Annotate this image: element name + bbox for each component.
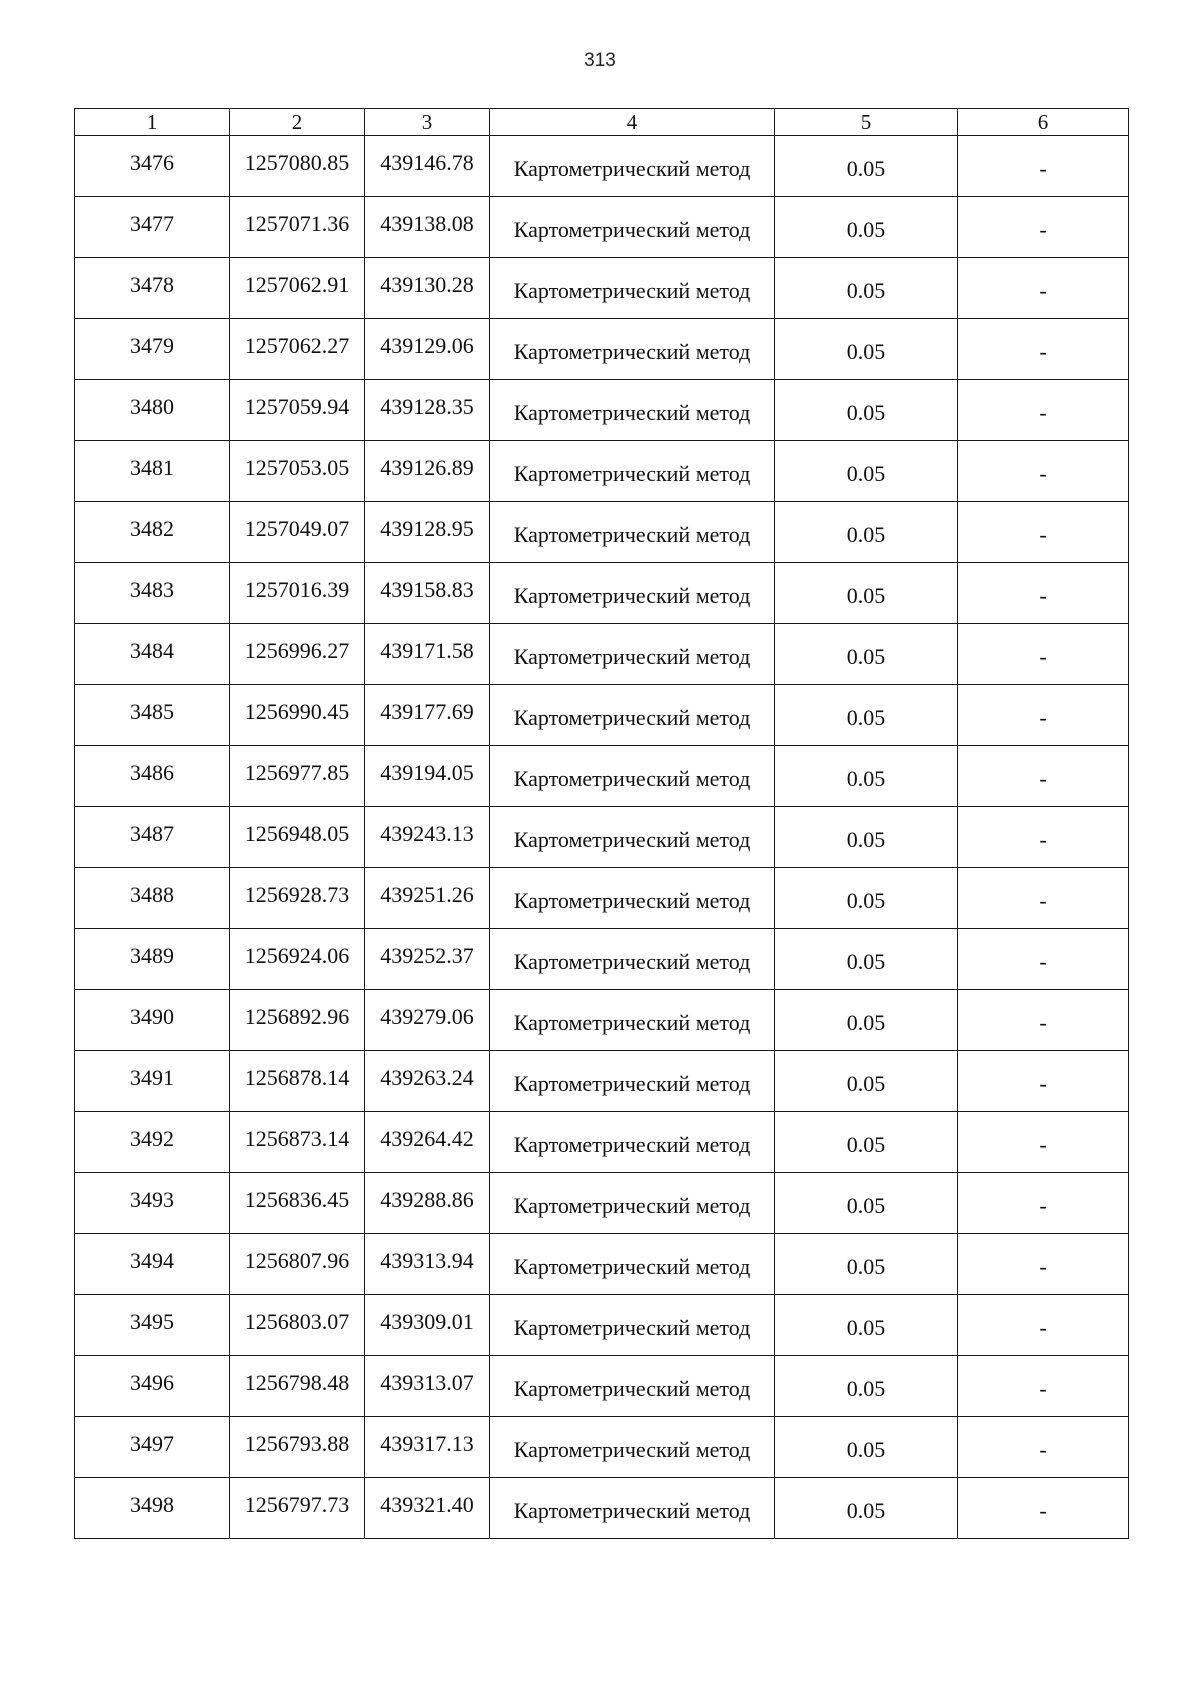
point-number-cell: 3485 [75,685,230,746]
x-coordinate-cell: 1256996.27 [230,624,365,685]
x-coordinate-cell: 1256836.45 [230,1173,365,1234]
table-row [75,441,1129,502]
accuracy-cell: 0.05 [775,1417,958,1478]
table-header [75,109,1129,136]
method-cell: Картометрический метод [490,1295,775,1356]
y-coordinate-cell: 439243.13 [365,807,490,868]
note-cell: - [958,441,1129,502]
accuracy-cell: 0.05 [775,929,958,990]
note-cell: - [958,624,1129,685]
y-coordinate-cell: 439313.94 [365,1234,490,1295]
x-coordinate-cell: 1257059.94 [230,380,365,441]
note-cell: - [958,1112,1129,1173]
point-number-cell: 3483 [75,563,230,624]
point-number-cell: 3493 [75,1173,230,1234]
x-coordinate-cell: 1256873.14 [230,1112,365,1173]
accuracy-cell: 0.05 [775,868,958,929]
note-cell: - [958,1234,1129,1295]
note-cell: - [958,990,1129,1051]
table-row [75,258,1129,319]
point-number-cell: 3490 [75,990,230,1051]
point-number-cell: 3496 [75,1356,230,1417]
point-number-cell: 3489 [75,929,230,990]
x-coordinate-cell: 1256803.07 [230,1295,365,1356]
method-cell: Картометрический метод [490,563,775,624]
x-coordinate-cell: 1256892.96 [230,990,365,1051]
table-row [75,1051,1129,1112]
accuracy-cell: 0.05 [775,1051,958,1112]
x-coordinate-cell: 1257049.07 [230,502,365,563]
x-coordinate-cell: 1257080.85 [230,136,365,197]
y-coordinate-cell: 439251.26 [365,868,490,929]
accuracy-cell: 0.05 [775,1478,958,1539]
column-header-5: 5 [775,109,958,136]
point-number-cell: 3482 [75,502,230,563]
x-coordinate-cell: 1256878.14 [230,1051,365,1112]
note-cell: - [958,319,1129,380]
accuracy-cell: 0.05 [775,197,958,258]
y-coordinate-cell: 439321.40 [365,1478,490,1539]
method-cell: Картометрический метод [490,502,775,563]
accuracy-cell: 0.05 [775,1234,958,1295]
table-row [75,380,1129,441]
accuracy-cell: 0.05 [775,258,958,319]
x-coordinate-cell: 1256990.45 [230,685,365,746]
table-row [75,197,1129,258]
accuracy-cell: 0.05 [775,990,958,1051]
column-header-4: 4 [490,109,775,136]
note-cell: - [958,502,1129,563]
y-coordinate-cell: 439309.01 [365,1295,490,1356]
point-number-cell: 3487 [75,807,230,868]
table-row [75,807,1129,868]
note-cell: - [958,807,1129,868]
accuracy-cell: 0.05 [775,746,958,807]
accuracy-cell: 0.05 [775,1173,958,1234]
point-number-cell: 3480 [75,380,230,441]
point-number-cell: 3481 [75,441,230,502]
y-coordinate-cell: 439171.58 [365,624,490,685]
accuracy-cell: 0.05 [775,1356,958,1417]
y-coordinate-cell: 439194.05 [365,746,490,807]
table-row [75,319,1129,380]
y-coordinate-cell: 439263.24 [365,1051,490,1112]
method-cell: Картометрический метод [490,929,775,990]
point-number-cell: 3486 [75,746,230,807]
table-row [75,1478,1129,1539]
accuracy-cell: 0.05 [775,563,958,624]
method-cell: Картометрический метод [490,258,775,319]
method-cell: Картометрический метод [490,746,775,807]
table-row [75,990,1129,1051]
note-cell: - [958,380,1129,441]
note-cell: - [958,868,1129,929]
y-coordinate-cell: 439146.78 [365,136,490,197]
point-number-cell: 3478 [75,258,230,319]
table-row [75,1112,1129,1173]
point-number-cell: 3494 [75,1234,230,1295]
column-header-6: 6 [958,109,1129,136]
method-cell: Картометрический метод [490,990,775,1051]
note-cell: - [958,197,1129,258]
accuracy-cell: 0.05 [775,380,958,441]
y-coordinate-cell: 439317.13 [365,1417,490,1478]
accuracy-cell: 0.05 [775,441,958,502]
table-body [75,136,1129,1539]
table-row [75,136,1129,197]
table-row [75,1173,1129,1234]
y-coordinate-cell: 439128.35 [365,380,490,441]
table-row [75,563,1129,624]
x-coordinate-cell: 1256793.88 [230,1417,365,1478]
note-cell: - [958,746,1129,807]
page-number: 313 [584,50,616,71]
point-number-cell: 3491 [75,1051,230,1112]
y-coordinate-cell: 439158.83 [365,563,490,624]
table-row [75,1356,1129,1417]
method-cell: Картометрический метод [490,807,775,868]
method-cell: Картометрический метод [490,685,775,746]
point-number-cell: 3498 [75,1478,230,1539]
note-cell: - [958,929,1129,990]
y-coordinate-cell: 439129.06 [365,319,490,380]
y-coordinate-cell: 439126.89 [365,441,490,502]
table-row [75,685,1129,746]
method-cell: Картометрический метод [490,1051,775,1112]
table-row [75,1417,1129,1478]
accuracy-cell: 0.05 [775,1112,958,1173]
column-header-3: 3 [365,109,490,136]
method-cell: Картометрический метод [490,1478,775,1539]
method-cell: Картометрический метод [490,197,775,258]
accuracy-cell: 0.05 [775,685,958,746]
point-number-cell: 3492 [75,1112,230,1173]
note-cell: - [958,563,1129,624]
x-coordinate-cell: 1256798.48 [230,1356,365,1417]
accuracy-cell: 0.05 [775,136,958,197]
x-coordinate-cell: 1256948.05 [230,807,365,868]
accuracy-cell: 0.05 [775,319,958,380]
table-row [75,502,1129,563]
method-cell: Картометрический метод [490,136,775,197]
column-header-2: 2 [230,109,365,136]
x-coordinate-cell: 1256928.73 [230,868,365,929]
x-coordinate-cell: 1257062.27 [230,319,365,380]
note-cell: - [958,1173,1129,1234]
note-cell: - [958,685,1129,746]
method-cell: Картометрический метод [490,868,775,929]
method-cell: Картометрический метод [490,380,775,441]
x-coordinate-cell: 1256807.96 [230,1234,365,1295]
y-coordinate-cell: 439313.07 [365,1356,490,1417]
method-cell: Картометрический метод [490,1417,775,1478]
note-cell: - [958,1356,1129,1417]
note-cell: - [958,1295,1129,1356]
table-row [75,929,1129,990]
note-cell: - [958,1051,1129,1112]
method-cell: Картометрический метод [490,1173,775,1234]
table-row [75,868,1129,929]
point-number-cell: 3479 [75,319,230,380]
x-coordinate-cell: 1256797.73 [230,1478,365,1539]
y-coordinate-cell: 439128.95 [365,502,490,563]
x-coordinate-cell: 1256924.06 [230,929,365,990]
note-cell: - [958,1417,1129,1478]
method-cell: Картометрический метод [490,624,775,685]
x-coordinate-cell: 1256977.85 [230,746,365,807]
point-number-cell: 3495 [75,1295,230,1356]
y-coordinate-cell: 439130.28 [365,258,490,319]
point-number-cell: 3476 [75,136,230,197]
y-coordinate-cell: 439177.69 [365,685,490,746]
x-coordinate-cell: 1257016.39 [230,563,365,624]
header-row [75,109,1129,136]
y-coordinate-cell: 439264.42 [365,1112,490,1173]
coordinates-table [74,108,1129,1539]
column-header-1: 1 [75,109,230,136]
y-coordinate-cell: 439252.37 [365,929,490,990]
x-coordinate-cell: 1257062.91 [230,258,365,319]
table-row [75,1295,1129,1356]
method-cell: Картометрический метод [490,1356,775,1417]
note-cell: - [958,258,1129,319]
point-number-cell: 3497 [75,1417,230,1478]
y-coordinate-cell: 439288.86 [365,1173,490,1234]
accuracy-cell: 0.05 [775,624,958,685]
table-row [75,746,1129,807]
y-coordinate-cell: 439138.08 [365,197,490,258]
note-cell: - [958,136,1129,197]
method-cell: Картометрический метод [490,1112,775,1173]
accuracy-cell: 0.05 [775,1295,958,1356]
accuracy-cell: 0.05 [775,807,958,868]
method-cell: Картометрический метод [490,441,775,502]
y-coordinate-cell: 439279.06 [365,990,490,1051]
table-row [75,624,1129,685]
x-coordinate-cell: 1257071.36 [230,197,365,258]
point-number-cell: 3484 [75,624,230,685]
table-row [75,1234,1129,1295]
method-cell: Картометрический метод [490,319,775,380]
point-number-cell: 3488 [75,868,230,929]
point-number-cell: 3477 [75,197,230,258]
accuracy-cell: 0.05 [775,502,958,563]
method-cell: Картометрический метод [490,1234,775,1295]
x-coordinate-cell: 1257053.05 [230,441,365,502]
note-cell: - [958,1478,1129,1539]
